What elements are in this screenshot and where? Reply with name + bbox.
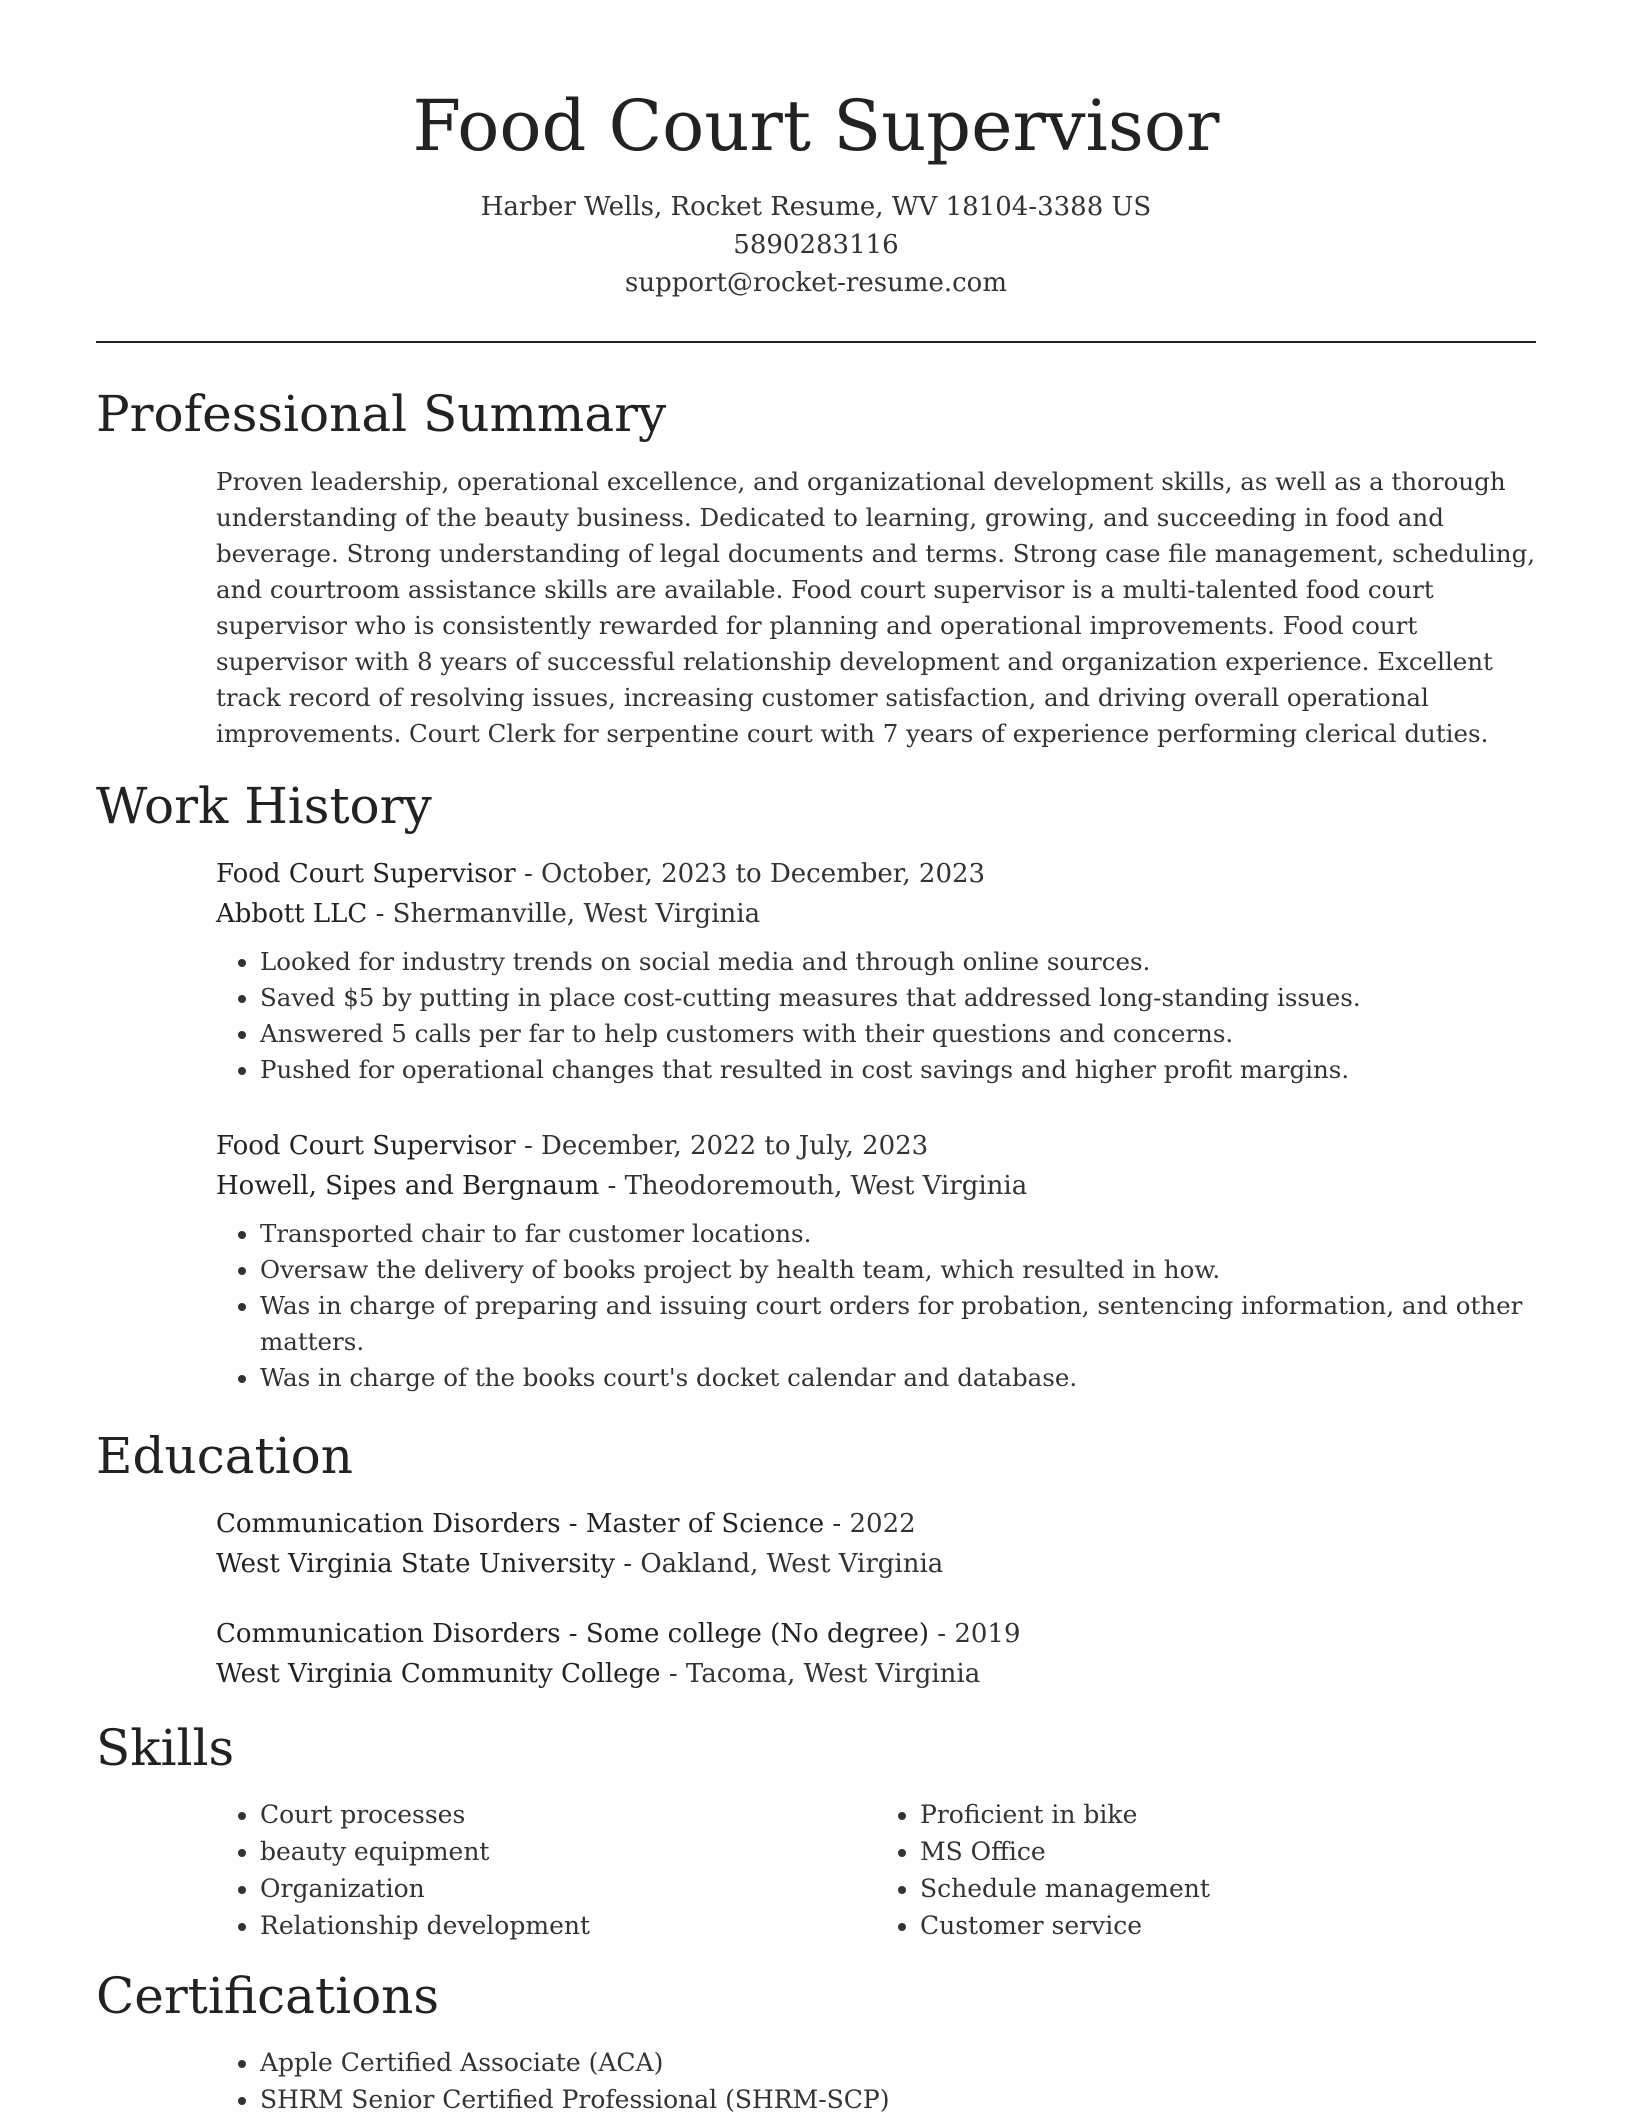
summary-text: Proven leadership, operational excellence, and organizational development skills, as well as a thorough understanding of the beauty business. Dedicated to learning, growing, and succeeding in food and beverage. Strong understanding of legal documents and terms. Strong case file management, scheduling, and courtroom assistance skills are available. Food court supervisor is a multi-talented food court supervisor who is consistently rewarded for planning and operational improvements. Food court supervisor with 8 years of successful relationship development and organization experience. Excellent track record of resolving issues, increasing customer satisfaction, and driving overall operational improvements. Court Clerk for serpentine court with 7 years of experience performing clerical duties.: [216, 467, 1536, 748]
list-item: • Apple Certified Associate (ACA): [260, 2044, 1536, 2081]
education-school-line: [216, 1654, 1536, 1694]
list-item: • MS Office: [920, 1833, 1536, 1870]
contact-info: [0, 188, 1632, 302]
education-location: - Oakland, West Virginia: [615, 1549, 944, 1579]
job-company: Howell, Sipes and Bergnaum: [216, 1171, 600, 1201]
contact-phone: 5890283116: [733, 230, 899, 260]
list-item: • Was in charge of the books court's docket calendar and database.: [260, 1360, 1536, 1396]
summary-heading: Professional Summary: [96, 385, 667, 443]
list-item: • beauty equipment: [260, 1833, 876, 1870]
contact-email: support@rocket-resume.com: [624, 268, 1007, 298]
education-year: - 2019: [929, 1619, 1021, 1649]
job-position: Food Court Supervisor: [216, 1131, 516, 1161]
job-dates: - December, 2022 to July, 2023: [515, 1131, 929, 1161]
education-degree: - Master of Science: [560, 1509, 825, 1539]
education-location: - Tacoma, West Virginia: [660, 1659, 981, 1689]
job-title-line: [216, 854, 1536, 894]
education-heading: Education: [96, 1427, 353, 1485]
job-bullets: [216, 944, 1536, 1088]
list-item: • Looked for industry trends on social media and through online sources.: [260, 944, 1536, 980]
header-divider: [96, 341, 1536, 343]
job-dates: - October, 2023 to December, 2023: [515, 859, 986, 889]
list-item: • Court processes: [260, 1796, 876, 1833]
skills-column-right: [876, 1796, 1536, 1944]
list-item: • Was in charge of preparing and issuing court orders for probation, sentencing information, and other matters.: [260, 1288, 1536, 1360]
job-company: Abbott LLC: [216, 899, 368, 929]
list-item: • Answered 5 calls per far to help customers with their questions and concerns.: [260, 1016, 1536, 1052]
list-item: • Pushed for operational changes that resulted in cost savings and higher profit margins.: [260, 1052, 1536, 1088]
education-degree-line: [216, 1504, 1536, 1544]
job-location: - Theodoremouth, West Virginia: [599, 1171, 1028, 1201]
list-item: • SHRM Senior Certified Professional (SHRM-SCP): [260, 2081, 1536, 2118]
job-title-line: [216, 1126, 1536, 1166]
list-item: • Proficient in bike: [920, 1796, 1536, 1833]
skills-heading: Skills: [96, 1719, 235, 1777]
education-entry: [216, 1504, 1536, 1584]
list-item: • Relationship development: [260, 1907, 876, 1944]
resume-header: [0, 84, 1632, 302]
work-history-heading: Work History: [96, 777, 432, 835]
skills-column-left: [216, 1796, 876, 1944]
summary-section: [216, 464, 1536, 752]
resume-name: Food Court Supervisor: [412, 85, 1220, 167]
job-company-line: [216, 1166, 1536, 1206]
skills-grid: [216, 1796, 1536, 1944]
list-item: • Organization: [260, 1870, 876, 1907]
education-field: Communication Disorders: [216, 1619, 561, 1649]
education-degree: - Some college (No degree): [560, 1619, 929, 1649]
certifications-list: [216, 2044, 1536, 2118]
list-item: • Oversaw the delivery of books project by health team, which resulted in how.: [260, 1252, 1536, 1288]
job-bullets: [216, 1216, 1536, 1396]
job-entry: [216, 1126, 1536, 1396]
education-degree-line: [216, 1614, 1536, 1654]
education-school: West Virginia State University: [216, 1549, 616, 1579]
job-position: Food Court Supervisor: [216, 859, 516, 889]
list-item: • Saved $5 by putting in place cost-cutting measures that addressed long-standing issues.: [260, 980, 1536, 1016]
contact-address: Harber Wells, Rocket Resume, WV 18104-3388 US: [480, 192, 1152, 222]
job-entry: [216, 854, 1536, 1088]
list-item: • Schedule management: [920, 1870, 1536, 1907]
education-year: - 2022: [824, 1509, 916, 1539]
list-item: • Customer service: [920, 1907, 1536, 1944]
list-item: • Transported chair to far customer locations.: [260, 1216, 1536, 1252]
education-school-line: [216, 1544, 1536, 1584]
skills-section: [216, 1796, 1536, 1944]
certifications-heading: Certifications: [96, 1967, 440, 2025]
job-location: - Shermanville, West Virginia: [367, 899, 761, 929]
education-field: Communication Disorders: [216, 1509, 561, 1539]
education-entry: [216, 1614, 1536, 1694]
job-company-line: [216, 894, 1536, 934]
education-school: West Virginia Community College: [216, 1659, 661, 1689]
certifications-section: [216, 2044, 1536, 2118]
